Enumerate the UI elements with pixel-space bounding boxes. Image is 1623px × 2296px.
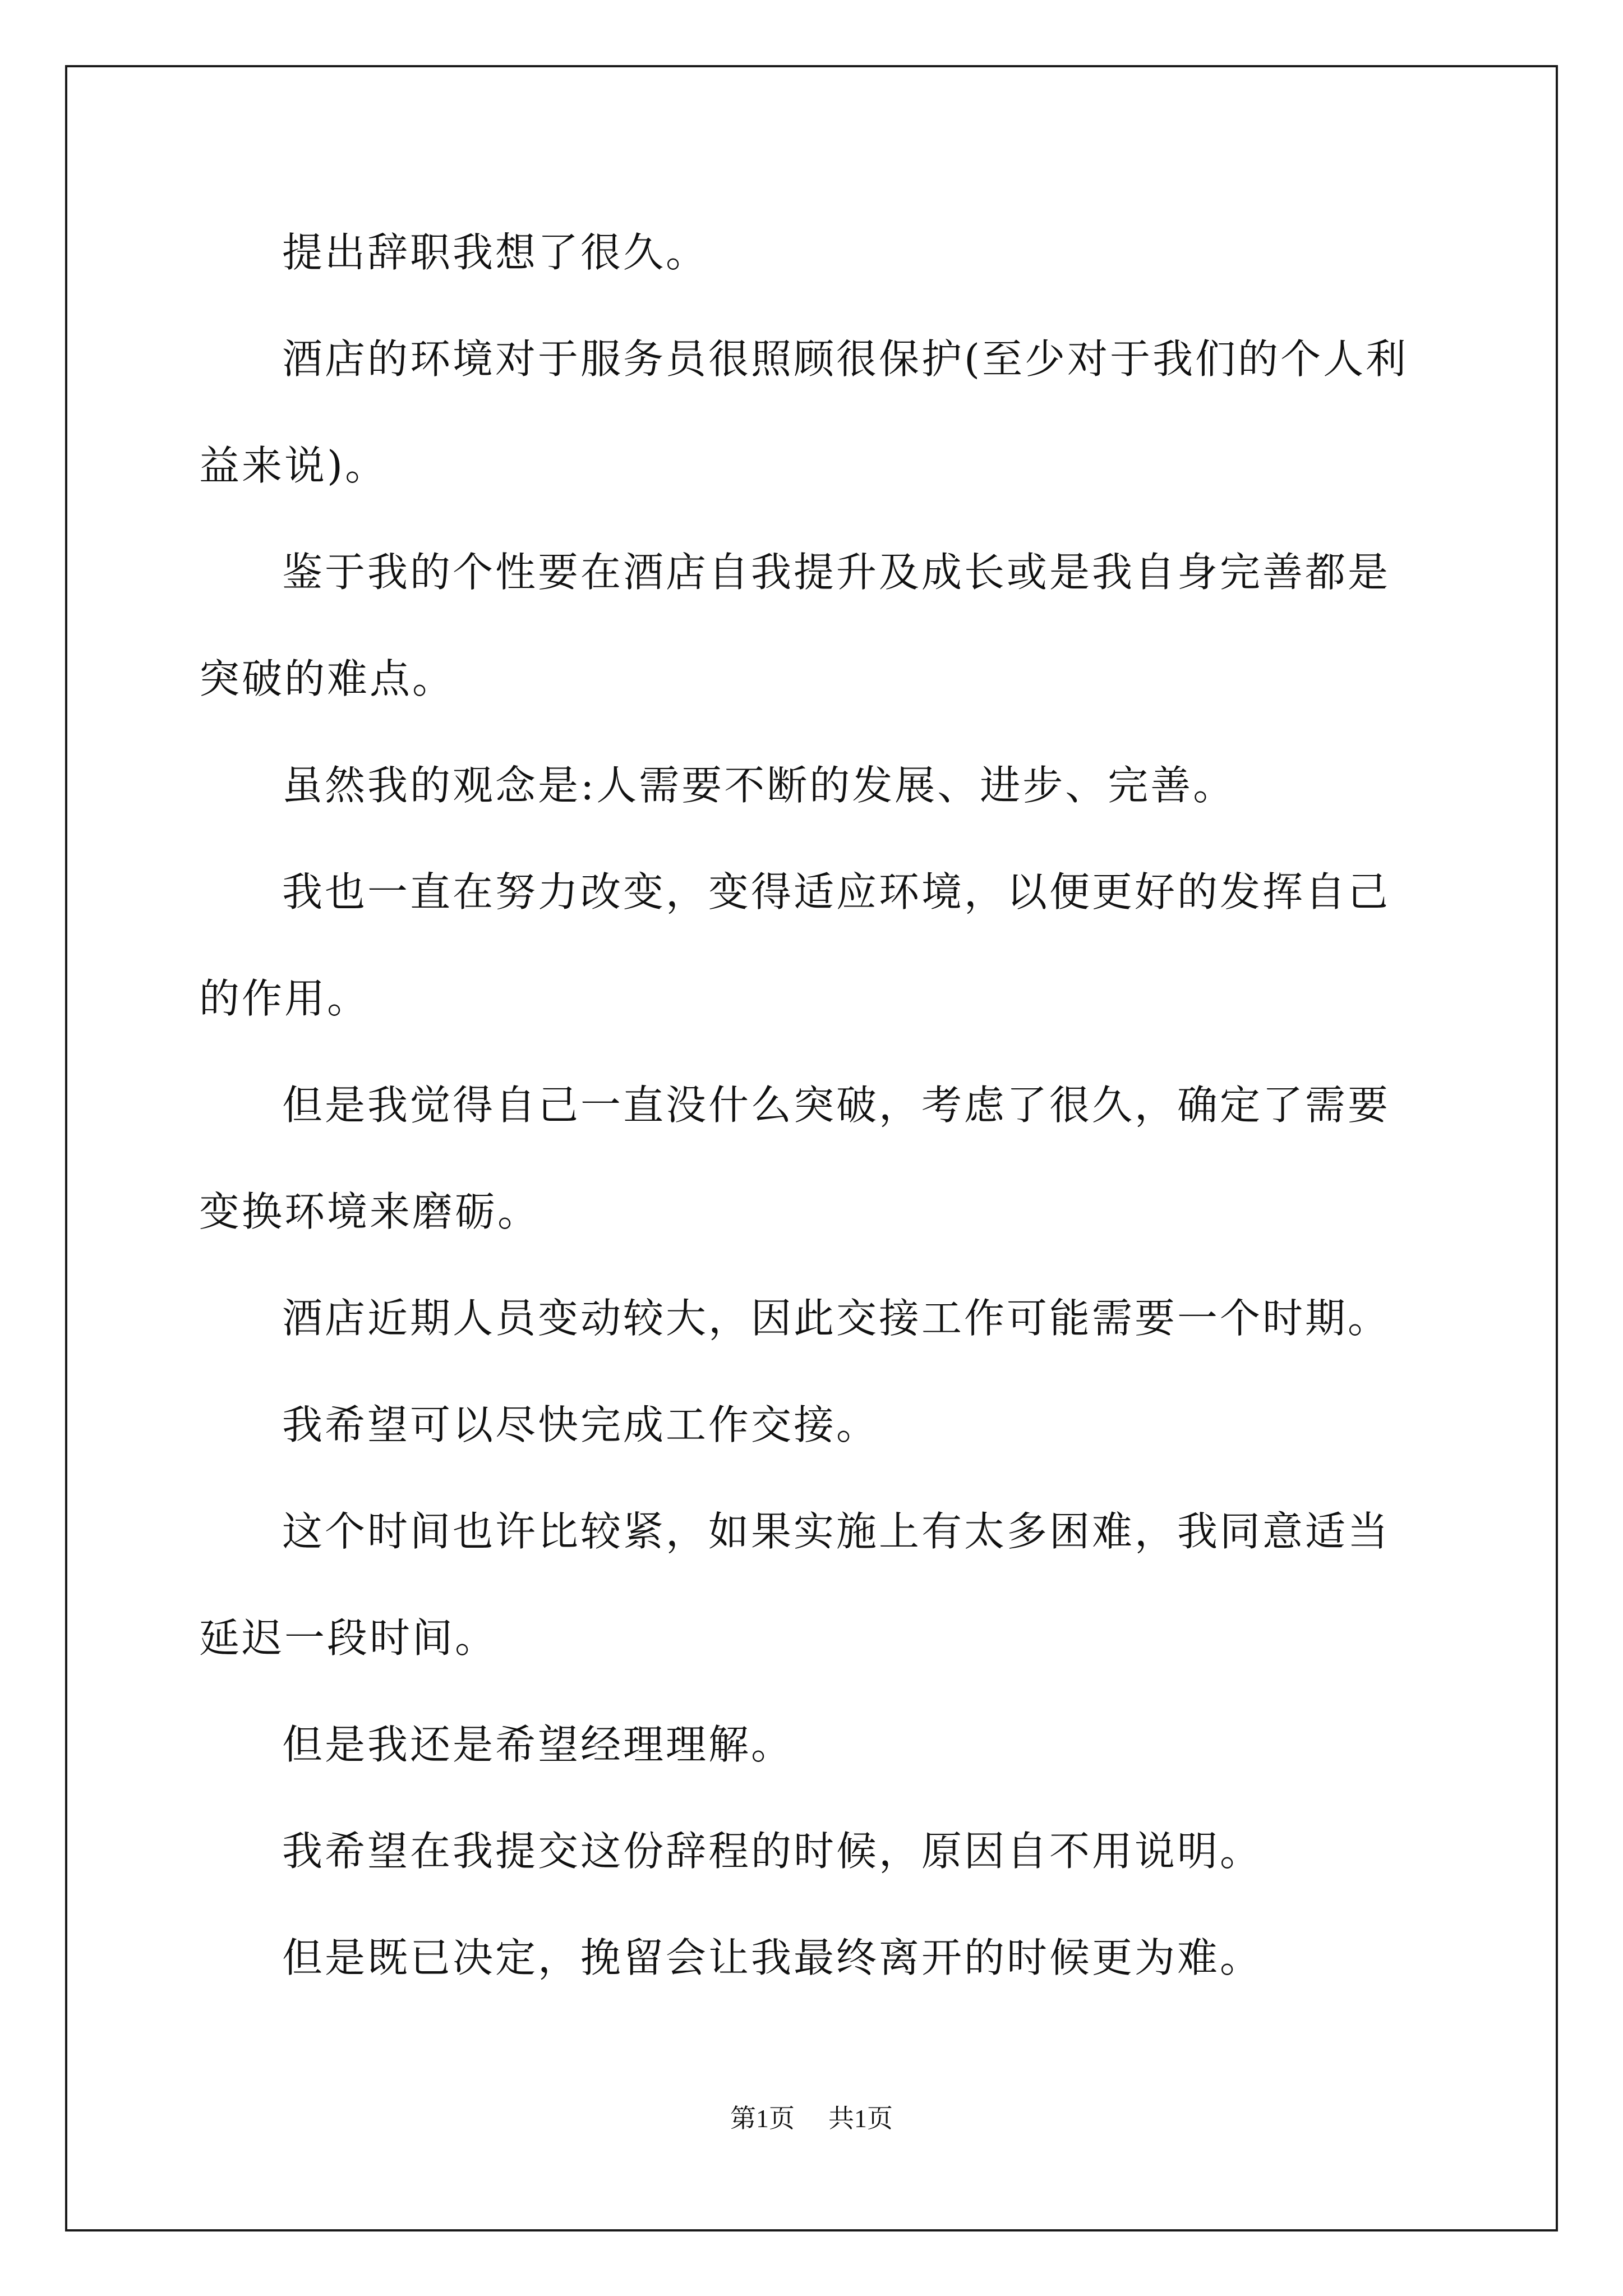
- paragraph: 但是我觉得自己一直没什么突破，考虑了很久，确定了需要变换环境来磨砺。: [199, 1082, 1391, 1235]
- paragraph: 我希望可以尽快完成工作交接。: [282, 1401, 879, 1448]
- paragraph: 虽然我的观念是:人需要不断的发展、进步、完善。: [282, 762, 1236, 809]
- paragraph: 我也一直在努力改变，变得适应环境，以便更好的发挥自己的作用。: [199, 868, 1391, 1022]
- paragraph: 但是既已决定，挽留会让我最终离开的时候更为难。: [282, 1934, 1263, 1981]
- paragraph: 但是我还是希望经理理解。: [282, 1721, 794, 1768]
- page-number-total: 共1页: [828, 2104, 893, 2133]
- paragraph: 酒店近期人员变动较大，因此交接工作可能需要一个时期。: [282, 1295, 1391, 1342]
- paragraph: 酒店的环境对于服务员很照顾很保护(至少对于我们的个人利益来说)。: [199, 335, 1409, 489]
- paragraph: 提出辞职我想了很久。: [282, 229, 709, 276]
- page-number-current: 第1页: [730, 2104, 795, 2133]
- document-body: [199, 199, 1422, 2011]
- paragraph: 鉴于我的个性要在酒店自我提升及成长或是我自身完善都是突破的难点。: [199, 549, 1391, 702]
- paragraph: 这个时间也许比较紧，如果实施上有太多困难，我同意适当延迟一段时间。: [199, 1508, 1391, 1662]
- page-footer: [0, 2098, 1623, 2135]
- paragraph: 我希望在我提交这份辞程的时候，原因自不用说明。: [282, 1828, 1263, 1875]
